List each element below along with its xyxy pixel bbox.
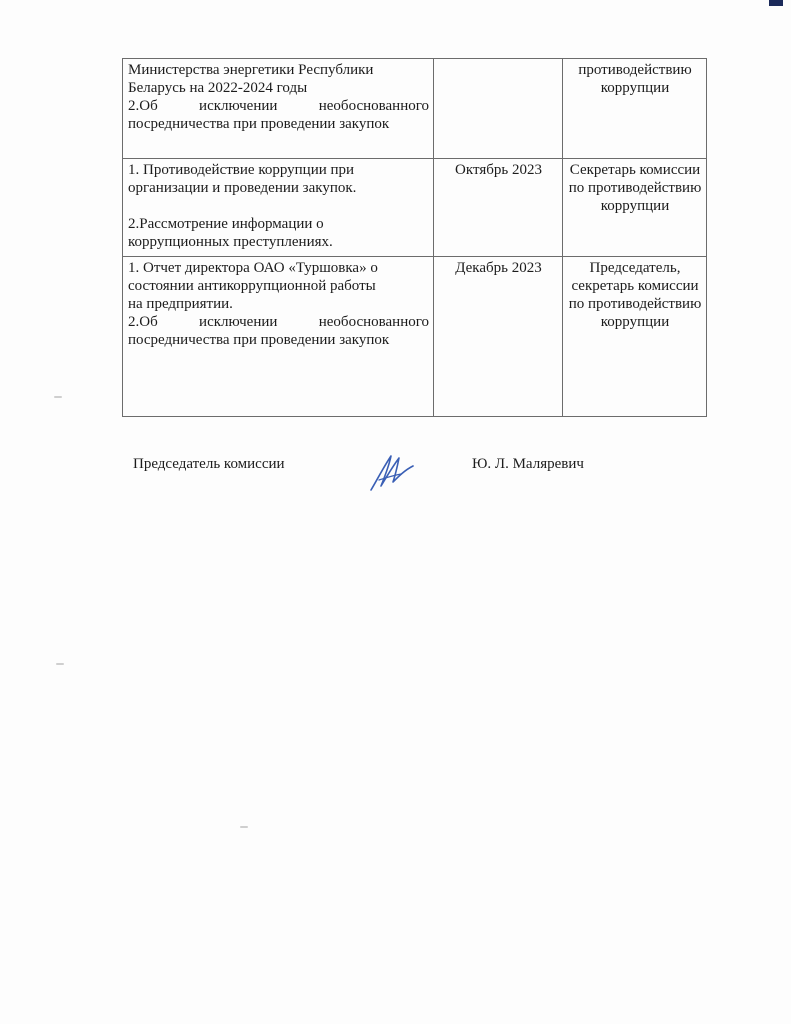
table-row	[123, 257, 707, 417]
plan-table	[122, 58, 707, 417]
responsible-cell	[563, 59, 707, 159]
event-line: посредничества при проведении закупок	[128, 332, 390, 348]
date-cell	[434, 257, 563, 417]
date-text: Октябрь 2023	[455, 162, 542, 178]
signatory-name: Ю. Л. Маляревич	[472, 456, 584, 472]
scan-speck	[56, 663, 64, 665]
scan-speck	[240, 826, 248, 828]
event-line: на предприятии.	[128, 296, 233, 312]
responsible-text: противодействию коррупции	[578, 62, 692, 96]
signatory-role: Председатель комиссии	[133, 456, 285, 472]
date-text: Декабрь 2023	[455, 260, 542, 276]
event-cell	[123, 257, 434, 417]
event-line: организации и проведении закупок.	[128, 180, 357, 196]
date-cell	[434, 159, 563, 257]
event-line: 2.Об исключении необоснованного	[128, 98, 429, 114]
event-line: Беларусь на 2022-2024 годы	[128, 80, 308, 96]
event-line: 1. Отчет директора ОАО «Туршовка» о	[128, 260, 378, 276]
event-line: коррупционных преступлениях.	[128, 234, 333, 250]
event-spacer	[128, 197, 429, 215]
responsible-cell	[563, 257, 707, 417]
responsible-text: Председатель, секретарь комиссии по противодействию коррупции	[568, 260, 702, 330]
event-line: 2.Рассмотрение информации о	[128, 216, 324, 232]
scan-corner-mark	[769, 0, 783, 6]
date-cell	[434, 59, 563, 159]
event-line: посредничества при проведении закупок	[128, 116, 390, 132]
handwritten-signature-icon	[365, 450, 417, 494]
event-cell	[123, 59, 434, 159]
responsible-text: Секретарь комиссии по противодействию коррупции	[568, 162, 702, 214]
event-line: 1. Противодействие коррупции при	[128, 162, 355, 178]
event-line: состоянии антикоррупционной работы	[128, 278, 376, 294]
event-line: 2.Об исключении необоснованного	[128, 314, 429, 330]
event-cell	[123, 159, 434, 257]
signature-block	[133, 456, 653, 516]
table-row	[123, 159, 707, 257]
scan-speck	[54, 396, 62, 398]
responsible-cell	[563, 159, 707, 257]
event-line: Министерства энергетики Республики	[128, 62, 374, 78]
table-row	[123, 59, 707, 159]
